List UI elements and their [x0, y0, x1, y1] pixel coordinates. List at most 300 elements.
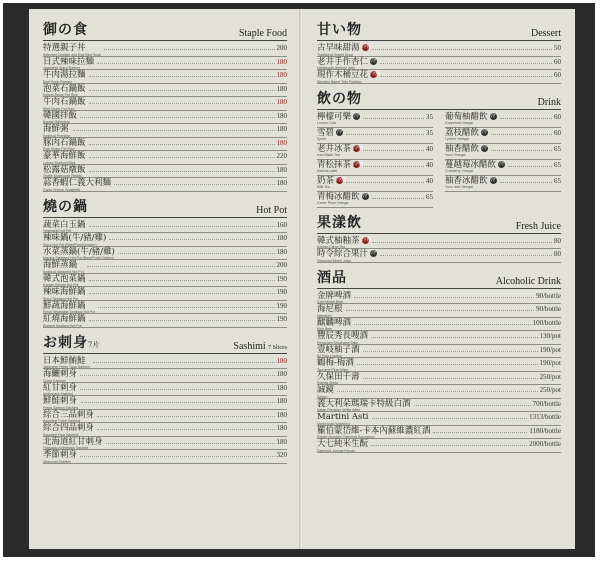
menu-item-price: 250/pot	[539, 386, 561, 394]
menu-item	[317, 412, 561, 426]
dotted-leader	[372, 242, 552, 243]
section-title	[317, 267, 347, 287]
dotted-leader	[89, 103, 275, 104]
menu-item-name-text: 鮮鮭刺身	[43, 396, 78, 406]
temperature-badge: 冷	[362, 192, 368, 199]
menu-item-name-en: Garlic Shrimp Spaghetti	[43, 187, 80, 192]
dotted-leader	[118, 253, 275, 254]
menu-item-name-en: Seafood Porridge	[43, 133, 71, 138]
dotted-leader	[414, 405, 531, 406]
menu-item-name-text: 季節刺身	[43, 450, 78, 460]
menu-item-name-text: Martini Asti	[317, 412, 369, 422]
menu-item-name-text: 現作木桶豆花	[317, 70, 369, 80]
dotted-leader	[363, 118, 424, 119]
menu-item-names	[43, 85, 86, 98]
menu-item-names	[43, 384, 77, 397]
section-header	[317, 212, 561, 234]
menu-item-name	[43, 234, 106, 243]
menu-item-name-en: Luxury Seafood Rice	[43, 160, 76, 165]
dotted-leader	[80, 456, 274, 457]
dotted-leader	[363, 150, 424, 151]
menu-item-name-text: 老井手作杏仁	[317, 56, 369, 67]
temperature-badge: 冷熱	[353, 160, 364, 167]
menu-item-name-text: 蒜香蝦仁義大利麵	[43, 178, 112, 188]
dotted-leader	[89, 226, 275, 227]
menu-item-name-text: 豐辰秀長嗖酒	[317, 331, 369, 341]
menu-item-name-en: Assorted Three Sashimi	[43, 419, 81, 423]
menu-item-name-en: Milk Tea	[317, 185, 330, 189]
menu-item-names	[317, 292, 351, 305]
menu-item-names	[317, 113, 360, 126]
menu-item-name	[43, 152, 86, 161]
menu-item-name-en: Matcha Latte	[317, 169, 338, 173]
menu-item-name-text: 檸檬可樂	[317, 111, 352, 122]
dotted-leader	[73, 130, 274, 131]
menu-item	[43, 178, 287, 192]
menu-item-price: 190/pot	[539, 359, 561, 367]
menu-item-name	[445, 177, 497, 186]
menu-item-name	[317, 58, 377, 67]
menu-item-name	[445, 161, 505, 170]
menu-item-price: 35	[426, 128, 433, 137]
menu-item-name-en: Iced Black Tea	[317, 153, 340, 157]
menu-item-name-text: 青松抹茶	[317, 159, 352, 170]
menu-item-name-text: 雪碧	[317, 127, 335, 138]
menu-item-name	[43, 44, 101, 53]
menu-item-price: 320	[276, 451, 287, 459]
menu-item-name-text: 羅伯蒙岱維-卡本內蘇維濃紅酒	[317, 425, 431, 436]
dotted-leader	[380, 76, 552, 77]
menu-section	[317, 267, 561, 453]
menu-item-name-text: 豚肉石鍋飯	[43, 137, 86, 148]
temperature-badge: 冷	[490, 112, 496, 119]
menu-item-name-en: Gold Medal Beer	[317, 300, 344, 304]
menu-item-name-en: Handmade Almond Jelly	[317, 66, 355, 70]
menu-item-name	[317, 386, 334, 395]
menu-item	[43, 220, 287, 234]
menu-page-right	[303, 9, 575, 549]
menu-item-price: 180	[276, 247, 287, 256]
menu-item-name-en: Seasonal Mixed Juice	[317, 258, 352, 263]
menu-item-name	[43, 397, 78, 406]
section-title-en-text: Hot Pot	[256, 204, 287, 216]
menu-item	[317, 372, 561, 386]
section-title-en	[239, 28, 287, 39]
menu-item-names	[317, 43, 372, 57]
menu-item-name	[43, 384, 77, 393]
dotted-leader	[114, 184, 274, 185]
menu-item-name-en: Truffle Mushroom Risotto	[43, 174, 83, 178]
section-title-en	[531, 28, 561, 39]
menu-item-names	[317, 359, 354, 372]
menu-item-price: 180	[276, 98, 287, 106]
menu-item	[43, 43, 287, 57]
menu-item-names	[43, 248, 115, 261]
section-title-en-text: Fresh Juice	[515, 220, 561, 232]
menu-item-names	[317, 159, 364, 174]
dotted-leader	[98, 307, 274, 308]
menu-item-name-text: 牛肉石鍋飯	[43, 97, 86, 107]
menu-item-name	[43, 139, 86, 148]
menu-item-price: 180	[276, 71, 287, 79]
menu-item-name-en: Korean Bibimbap	[43, 120, 70, 124]
menu-item-price: 80	[554, 236, 561, 245]
menu-item-name-text: 韓式泡菜鍋	[43, 273, 86, 284]
dotted-leader	[80, 375, 274, 376]
menu-item-name	[317, 143, 364, 154]
menu-item	[43, 84, 287, 98]
menu-item-name	[317, 250, 377, 259]
menu-section	[317, 19, 561, 84]
menu-item	[317, 160, 433, 176]
dotted-leader	[106, 443, 275, 444]
menu-item-price: 35	[426, 112, 433, 121]
section-title-en-text: Alcoholic Drink	[495, 275, 561, 287]
menu-item-name-en: Green Plum Vinegar	[317, 201, 349, 205]
dotted-leader	[346, 182, 424, 183]
menu-item-name-text: 北海道紅甘刺身	[43, 436, 103, 447]
section-title-text: 果漾飲	[317, 214, 362, 231]
menu-item-names	[43, 221, 86, 234]
dotted-leader	[109, 239, 274, 240]
dotted-leader	[89, 144, 275, 145]
temperature-badge: 冷熱	[370, 71, 381, 77]
menu-item-name	[317, 175, 347, 186]
menu-item	[317, 385, 561, 399]
menu-item-name-text: 蔬菜白玉鍋	[43, 219, 86, 230]
menu-item-names	[317, 70, 381, 84]
menu-item-name-en: Spicy Seafood Hot Pot	[43, 296, 79, 301]
dotted-leader	[346, 134, 424, 135]
menu-item-name	[317, 359, 354, 368]
menu-item	[43, 423, 287, 437]
menu-item-price: 60	[554, 57, 561, 66]
menu-item-name-en: Fresh Salmon Sashimi	[43, 405, 79, 410]
menu-item	[445, 128, 561, 144]
menu-item-names	[43, 58, 94, 71]
menu-item	[43, 437, 287, 451]
menu-item-name	[317, 413, 369, 422]
menu-item-name-text: 海鮮粥	[43, 124, 69, 134]
menu-item-price: 160	[276, 220, 287, 229]
menu-item-price: 1180/bottle	[529, 426, 561, 435]
dotted-leader	[372, 418, 528, 419]
menu-item-name-en: Seasonal Sashimi	[43, 459, 72, 464]
menu-item	[43, 314, 287, 328]
menu-item-name-text: 鮮蔬海鮮鍋	[43, 300, 86, 311]
dotted-leader	[372, 49, 552, 50]
drink-column-left	[317, 112, 433, 208]
dotted-leader	[97, 63, 274, 64]
menu-item-names	[317, 332, 368, 345]
dotted-leader	[81, 402, 274, 403]
menu-item-name-text: 麒麟啤酒	[317, 317, 352, 328]
menu-section	[317, 212, 561, 263]
menu-item-name-en: Mizuna Steamed Hot Pot (Beef/Pork/Chicken)	[43, 256, 115, 260]
menu-item	[317, 358, 561, 372]
menu-item-name-en: Japanese Fresh Tuna Salmon	[43, 365, 90, 369]
menu-item-name-text: 柚香冰醋飲	[445, 175, 488, 186]
menu-item-name-text: 時令綜合果汁	[317, 249, 369, 259]
menu-item-names	[43, 71, 86, 84]
menu-item-name-text: 日式辣味拉麵	[43, 56, 95, 67]
temperature-badge: 冷	[482, 144, 488, 151]
section-title-unit: 7片	[88, 340, 100, 349]
section-title-text: 甘い物	[317, 22, 362, 38]
menu-item-name-en: Assorted Four Sashimi	[43, 432, 79, 437]
menu-item-names	[445, 161, 505, 174]
menu-item-names	[43, 44, 101, 57]
dotted-leader	[346, 310, 535, 311]
menu-item-names	[317, 386, 334, 399]
menu-item-name-text: 特選親子丼	[43, 43, 86, 53]
menu-item-names	[317, 319, 351, 332]
menu-item-price: 200	[276, 261, 287, 269]
menu-item-price: 1313/bottle	[529, 413, 561, 421]
menu-item	[317, 144, 433, 160]
menu-item	[317, 176, 433, 192]
section-title	[317, 212, 362, 232]
menu-item-name-text: 綜合三品刺身	[43, 409, 95, 420]
dotted-leader	[380, 255, 552, 256]
drink-grid	[317, 112, 561, 208]
menu-item-name	[43, 370, 77, 379]
menu-item-name-text: 青梅冰醋飲	[317, 191, 360, 202]
menu-item-price: 65	[554, 160, 561, 169]
section-title	[43, 196, 88, 216]
menu-item-names	[317, 400, 411, 413]
menu-item-name-text: 海鱺刺身	[43, 369, 78, 379]
menu-item-price: 180	[276, 410, 287, 419]
menu-item-name	[43, 248, 115, 257]
menu-item-name	[43, 221, 86, 230]
menu-item-name-en: Vegetable Hot Pot	[43, 229, 72, 233]
menu-item	[43, 247, 287, 261]
menu-item-name-en: Pork Stone Pot Rice	[43, 147, 75, 151]
menu-item-name	[43, 261, 84, 270]
menu-item-name-en: Fengchen Shuchang Sake	[317, 340, 359, 345]
temperature-badge: 冷	[371, 57, 377, 64]
menu-item-name-text: 豪華海鮮飯	[43, 151, 86, 161]
menu-item-names	[317, 58, 377, 71]
dotted-leader	[89, 320, 275, 321]
menu-item-price: 2000/bottle	[529, 440, 561, 448]
dotted-leader	[89, 157, 275, 158]
menu-item-name-text: 蔓越莓冰醋飲	[445, 159, 497, 170]
menu-item	[43, 70, 287, 84]
menu-item-name-en: Yuzu Iced Vinegar	[445, 185, 474, 189]
section-title-text: 燒の鍋	[43, 198, 88, 215]
temperature-badge: 冷熱	[353, 144, 364, 151]
menu-item-names	[43, 125, 70, 138]
menu-item-names	[43, 288, 86, 301]
menu-item-name-en: Grapefruit Vinegar	[445, 121, 474, 125]
menu-item-name-en: Spicy Hot Pot (Beef/Pork/Chicken)	[43, 242, 97, 247]
section-title-text: 御の食	[43, 22, 88, 38]
menu-item-names	[43, 261, 84, 274]
menu-item-name-en: Kirin Beer	[317, 327, 333, 331]
menu-item-name	[43, 411, 94, 420]
menu-item	[43, 57, 287, 71]
menu-item-name-en: Lychee Vinegar	[445, 137, 470, 141]
dotted-leader	[89, 280, 275, 281]
dotted-leader	[363, 351, 538, 352]
menu-item-names	[43, 179, 111, 192]
menu-item-names	[43, 234, 106, 247]
menu-item-names	[43, 166, 86, 179]
menu-item-name	[317, 427, 430, 436]
menu-item	[43, 124, 287, 138]
menu-item-name	[317, 43, 372, 53]
menu-item-names	[43, 411, 94, 424]
temperature-badge: 冷熱	[361, 236, 372, 243]
menu-item-name	[445, 145, 488, 154]
dotted-leader	[491, 150, 552, 151]
menu-item	[445, 176, 561, 192]
menu-item-name	[43, 85, 86, 94]
menu-section	[43, 196, 287, 328]
menu-item-price: 60	[554, 112, 561, 121]
menu-item-names	[445, 129, 488, 142]
menu-item-names	[317, 235, 372, 250]
dotted-leader	[433, 432, 527, 433]
menu-item-name-text: 柚香醋飲	[445, 143, 480, 154]
dotted-leader	[354, 324, 531, 325]
menu-photo-frame	[3, 3, 595, 557]
menu-item-price: 180	[276, 111, 287, 120]
menu-item-name-en: Selected Chicken and Egg Rice Bowl	[43, 52, 101, 57]
dotted-leader	[354, 297, 534, 298]
menu-item-name-text: 義大利朵瑪瑞卡特級白酒	[317, 398, 411, 409]
dotted-leader	[89, 293, 275, 294]
menu-item	[317, 345, 561, 359]
menu-item	[43, 111, 287, 125]
menu-page-left	[29, 9, 301, 549]
menu-item-name-en: Tsurume Plum Wine	[317, 367, 349, 372]
menu-item	[317, 304, 561, 318]
menu-item-name-text: 奶茶	[317, 175, 335, 186]
dotted-leader	[89, 90, 275, 91]
menu-item-names	[317, 373, 360, 386]
menu-item-name-en: Wooden Barrel Tofu Pudding	[317, 79, 362, 84]
menu-item-name-en: Italian Premium White Wine	[317, 408, 361, 412]
menu-item-name	[317, 373, 360, 382]
menu-item-name-en: Seikyo	[317, 394, 328, 399]
menu-item-name-en: Hokkaido Amberjack Sashimi	[43, 446, 89, 450]
menu-item-name-en: Braised Seafood Hot Pot	[43, 323, 82, 328]
dotted-leader	[357, 364, 538, 365]
menu-item-name	[317, 400, 411, 409]
section-title-en-text: Sashimi	[233, 340, 266, 352]
section-header	[317, 88, 561, 110]
menu-item-name-text: 海尼根	[317, 304, 343, 314]
menu-item-names	[317, 193, 369, 206]
menu-item	[317, 249, 561, 263]
dotted-leader	[337, 391, 538, 392]
menu-item-price: 250/pot	[539, 372, 561, 381]
temperature-badge: 冷	[337, 128, 343, 135]
section-title-text: 飲の物	[317, 90, 362, 107]
menu-item-name	[317, 70, 381, 80]
menu-item-price: 180	[276, 397, 287, 405]
dotted-leader	[372, 198, 424, 199]
temperature-badge: 冷	[482, 128, 488, 135]
menu-item-name-en: Cobia Sashimi	[43, 378, 66, 383]
menu-item-names	[317, 305, 343, 318]
temperature-badge: 冷	[499, 160, 505, 167]
menu-item-price: 65	[554, 176, 561, 185]
menu-item-name	[43, 112, 77, 121]
menu-item	[43, 356, 287, 370]
menu-item-name-text: 久保田千壽	[317, 371, 360, 382]
dotted-leader	[508, 166, 552, 167]
menu-item-name-text: 大七純米生酛	[317, 439, 369, 449]
section-title-en	[496, 276, 561, 287]
menu-item-name	[43, 58, 94, 67]
menu-item-name-en: Sprite	[317, 137, 327, 141]
menu-item	[317, 57, 561, 71]
menu-item-name	[317, 440, 368, 449]
menu-item-names	[43, 98, 86, 111]
menu-item-price: 180	[276, 234, 287, 242]
menu-item	[43, 396, 287, 410]
dotted-leader	[89, 76, 275, 77]
section-header	[317, 19, 561, 41]
menu-item-names	[43, 275, 86, 288]
menu-item	[317, 331, 561, 345]
menu-item-price: 180	[276, 424, 287, 432]
menu-item-name-text: 誠鏡	[317, 385, 335, 395]
menu-item	[43, 97, 287, 111]
temperature-badge: 冷熱	[336, 176, 347, 183]
menu-item-name-en: Korean Citron Tea	[317, 245, 346, 249]
menu-item-names	[43, 370, 77, 383]
menu-item-name	[43, 166, 86, 175]
dotted-leader	[371, 337, 538, 338]
menu-item-name	[317, 332, 368, 341]
menu-item-name-text: 荔枝醋飲	[445, 127, 480, 138]
menu-item-name-text: 海鮮蒸鍋	[43, 260, 78, 270]
menu-item-price: 190	[276, 274, 287, 283]
dotted-leader	[104, 49, 275, 50]
drink-column-right	[445, 112, 561, 208]
menu-item-price: 100/bottle	[532, 318, 561, 327]
menu-item-price: 190/pot	[539, 345, 561, 354]
menu-item-name	[445, 113, 497, 122]
menu-item-name-text: 韓式柚釉茶	[317, 235, 360, 246]
menu-item-name-en: Iki Yuzu Liqueur	[317, 354, 342, 358]
menu-item-price: 180	[276, 138, 287, 147]
menu-section	[43, 19, 287, 192]
menu-item-name-text: 辣味鍋(牛/豬/雞)	[43, 233, 107, 243]
menu-item	[43, 450, 287, 464]
menu-item-names	[43, 438, 103, 451]
menu-item-names	[317, 427, 430, 440]
menu-item-name	[43, 315, 86, 324]
menu-item	[43, 138, 287, 152]
menu-item-names	[43, 152, 86, 165]
menu-item-name-text: 葡萄柚醋飲	[445, 111, 488, 122]
menu-item-names	[43, 451, 77, 464]
menu-item-names	[445, 177, 497, 190]
menu-item-name-en: Japanese Spicy Ramen	[43, 66, 80, 70]
menu-item-price: 40	[426, 160, 433, 169]
dotted-leader	[500, 118, 552, 119]
menu-item-price: 60	[554, 128, 561, 137]
menu-item-names	[43, 112, 77, 125]
menu-item-names	[43, 139, 86, 152]
menu-item-name	[317, 305, 343, 314]
